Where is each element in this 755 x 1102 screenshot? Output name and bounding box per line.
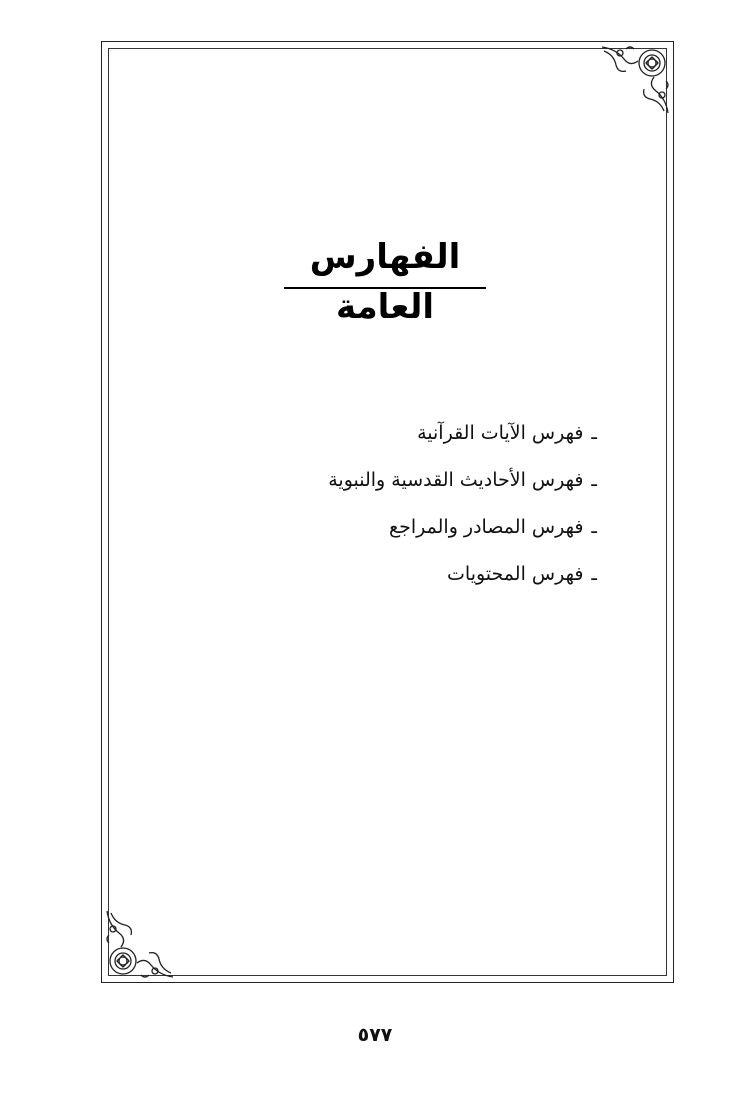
corner-ornament-bottom-left [101,905,179,983]
list-item-label: فهرس الأحاديث القدسية والنبوية [328,469,584,491]
list-dash: ـ [591,422,597,444]
corner-ornament-top-right [596,41,674,119]
list-item [277,551,597,598]
list-item [277,504,597,551]
list-item-label: فهرس المصادر والمراجع [389,516,584,538]
list-dash: ـ [591,469,597,491]
list-item-label: فهرس المحتويات [447,563,584,585]
list-item [277,410,597,457]
page-title: الفهارس العامة [309,237,461,327]
list-dash: ـ [591,563,597,585]
list-dash: ـ [591,516,597,538]
title-underline [284,287,486,289]
list-item [277,457,597,504]
list-item-label: فهرس الآيات القرآنية [417,422,584,444]
index-list [277,410,597,598]
page-number: ٥٧٧ [357,1024,393,1046]
